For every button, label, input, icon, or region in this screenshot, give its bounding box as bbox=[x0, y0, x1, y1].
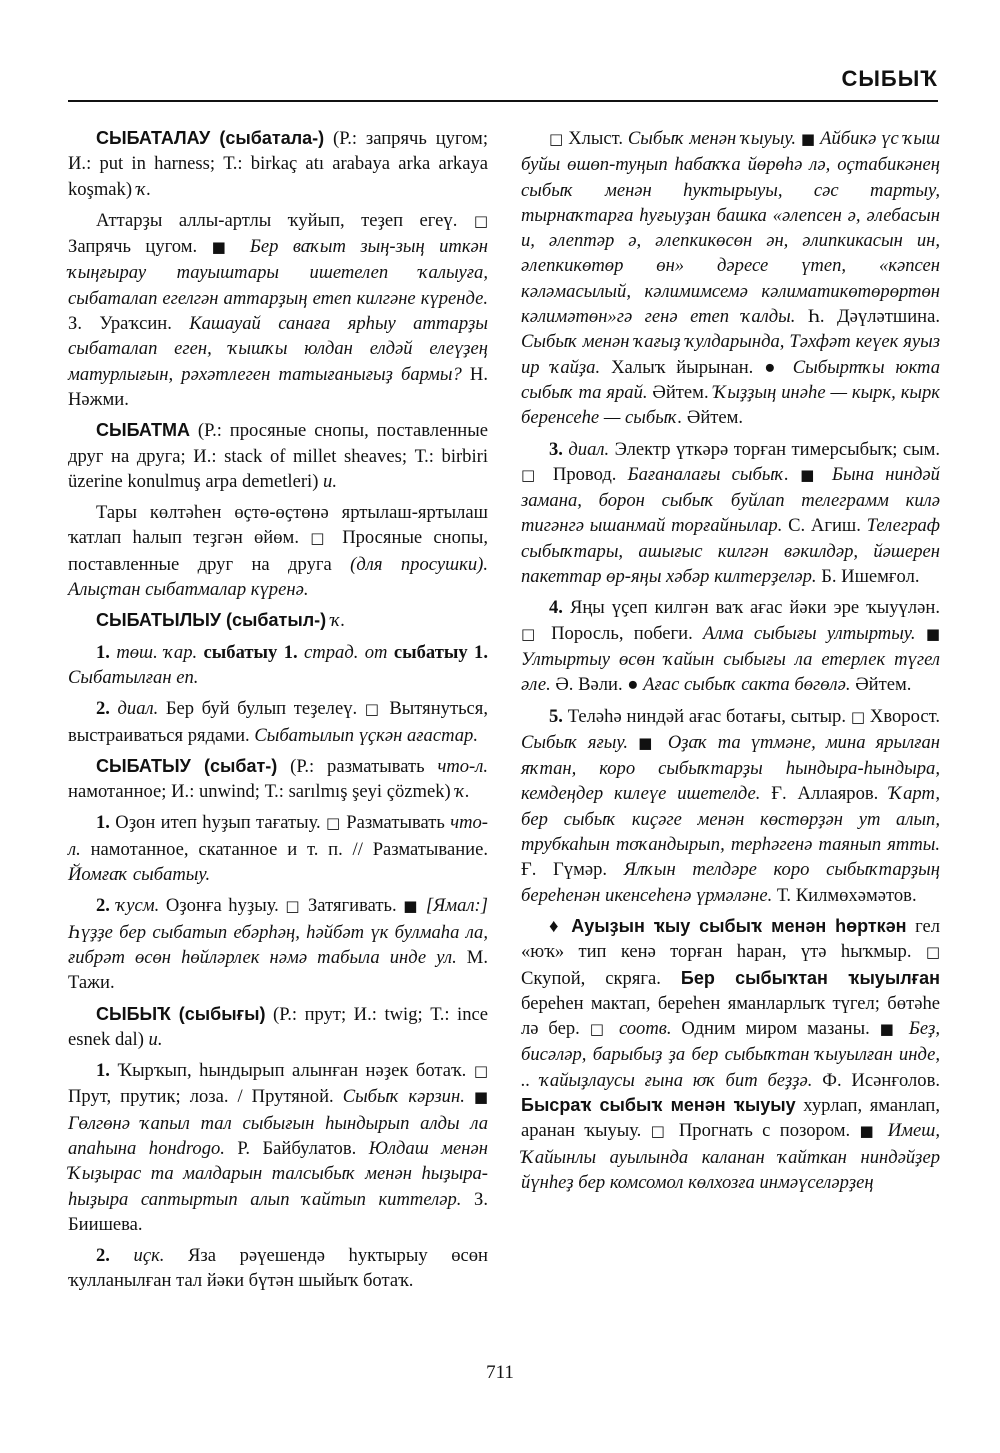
sense: 3. диал. Электр үткәрә торған тимерсыбыҡ; сым. □ Провод. Бағаналағы сыбыҡ. ■ Бына ниндәй замана, борон сыбыҡ буйлап телеграмм килә тигәнгә ышанмай торғайнылар. С. Агиш. Телеграф сыбыҡтары, ашығыс килгән вәкилдәр, йәшерен пакеттар өр-яңы хәбәр килтерҙеләр. Б. Ишемғол. bbox=[521, 438, 940, 588]
headword: СЫБАТМА bbox=[96, 420, 190, 441]
black-square-icon: ■ bbox=[403, 897, 420, 916]
entry-sybyk: СЫБЫҠ (сыбығы) (Р.: прут; И.: twig; Т.: ince esnek dal) и. bbox=[68, 1003, 488, 1050]
square-icon: □ bbox=[285, 897, 302, 916]
square-icon: □ bbox=[326, 814, 341, 833]
page-header-title: СЫБЫҠ bbox=[841, 66, 938, 91]
black-square-icon: ■ bbox=[800, 130, 816, 148]
left-column bbox=[68, 126, 488, 1300]
headword: СЫБАТАЛАУ (сыбатала-) bbox=[96, 128, 325, 148]
sense: 4. Яңы үҫеп килгән ваҡ ағас йәки эре ҡыуүлән. □ Поросль, побеги. Алма сыбығы ултыртыу. ■ Ултыртыу өсөн ҡайын сыбығы ла етерлек түгел әле. Ә. Вәли. ● Ағас сыбыҡ сакта бөгөлә. Әйтем. bbox=[521, 597, 940, 696]
sense: 2. диал. Бер буй булып теҙелеү. □ Вытянуться, выстраиваться рядами. Сыбатылып үҫкән ағастар. bbox=[68, 698, 489, 746]
square-icon: □ bbox=[925, 943, 940, 962]
bullet-icon: ● bbox=[627, 674, 639, 696]
square-icon: □ bbox=[521, 465, 542, 484]
square-icon: □ bbox=[310, 529, 331, 548]
sense: 1. Ҡырҡып, һындырып алынған нәҙек ботаҡ. □ Прут, прутик; лоза. / Прутяной. Сыбыҡ кәрзин. ■ Гөлгөнә ҡапыл тал сыбығын һындырып алды ла апаһына һонdrogo. Р. Байбулатов. Юлдаш менән Ҡыҙырас та малдарын талсыбыҡ менән һыҙыра-һыҙыра саптыртып алып ҡайтып киттеләр. З. Биишева. bbox=[68, 1060, 489, 1235]
headword: СЫБЫҠ (сыбығы) bbox=[96, 1003, 266, 1024]
sense: 2. ҡусм. Оҙонға һуҙыу. □ Затягивать. ■ [Ямал:] Һүҙҙе бер сыбатып ебәрһәң, һәйбәт үк булмаһа ла, ғибрәт өсөн һөйләрлек нәмә табыла инде ул. М. Тажи. bbox=[68, 895, 488, 994]
black-square-icon: ■ bbox=[859, 1122, 879, 1141]
sense: 1. Оҙон итеп һуҙып тағатыу. □ Разматывать что-л. намотанное, скатанное и т. п. // Разматывание. Йомғаҡ сыбатыу. bbox=[68, 812, 488, 886]
square-icon: □ bbox=[521, 624, 541, 643]
square-icon: □ bbox=[473, 211, 488, 230]
entry-sybatyu: СЫБАТЫУ (сыбат-) (Р.: разматывать что-л. намотанное; И.: unwind; Т.: sarılmış şeyi çözmek) ҡ. bbox=[68, 755, 488, 803]
square-icon: □ bbox=[850, 707, 866, 726]
black-square-icon: ■ bbox=[925, 624, 940, 643]
square-icon: □ bbox=[650, 1122, 670, 1141]
entry-sybatma: СЫБАТМА (Р.: просяные снопы, поставленные друг на друга; И.: stack of millet sheaves; Т.: birbiri üzerine konulmuş arpa demetleri) и. bbox=[68, 420, 488, 492]
definition: Тары көлтәһен өҫтө-өҫтөнә яртылаш-яртылаш ҡатлап һалып теҙгән өйөм. □ Просяные снопы, поставленные друг на друга (для просушки). Алыҫтан сыбатмалар күренә. bbox=[68, 502, 489, 601]
black-square-icon: ■ bbox=[211, 238, 236, 257]
black-square-icon: ■ bbox=[473, 1088, 489, 1107]
page-number: 711 bbox=[486, 1362, 514, 1383]
sense: 5. Теләһә ниндәй ағас ботағы, сытыр. □ Хворост. Сыбыҡ яғыу. ■ Оҙаҡ та үтмәне, мина ярылған яҡтан, коро сыбыҡтарҙы һындыра-һындыра, кемдеңдер килеүе ишетелде. Ғ. Аллаяров. Ҡарт, бер сыбыҡ киҫәге менән көстөрҙән ут алып, трубкаһын тоҡандырып, терһәгенә таянып ятты. Ғ. Гүмәр. Ялҡын телдәре коро сыбыҡтарҙың береһенән икенсеһенә үрмәләне. Т. Килмөхәмәтов. bbox=[521, 705, 940, 906]
black-square-icon: ■ bbox=[800, 465, 821, 484]
right-column bbox=[521, 126, 940, 1201]
sense: 1. төш. ҡар. сыбатыу 1. страд. от сыбатыу 1. Сыбатылған еп. bbox=[68, 641, 488, 688]
entry-sybatalau: СЫБАТАЛАУ (сыбатала-) (Р.: запрячь цугом; И.: put in harness; Т.: birkaç atı arabaya arka arkaya koşmak) ҡ. bbox=[68, 128, 488, 200]
black-square-icon: ■ bbox=[638, 733, 658, 752]
sense: 2. иҫк. Яза рәүешендә һуктырыу өсөн ҡулланылған тал йәки бүтән шыйыҡ ботаҡ. bbox=[68, 1245, 488, 1292]
headword: СЫБАТЫЛЫУ (сыбатыл-) bbox=[96, 610, 327, 631]
headword: СЫБАТЫУ (сыбат-) bbox=[96, 755, 278, 776]
phraseology: ♦ Ауыҙын ҡыу сыбыҡ менән һөрткән гел «юҡ» тип кенә торған һаран, үтә һыҡмыр. □ Скупой, скряга. Бер сыбыҡтан ҡыуылған береһен мактап, береһен яманларлыҡ түгел; бөтәһе лә бер. □ соотв. Одним миром мазаны. ■ Беҙ, бисәләр, барыбыҙ ҙа бер сыбыҡтан ҡыуылған инде, .. ҡайыҙлаусы ғына юҡ бит беҙҙә. Ф. Исәнғолов. Бысраҡ сыбыҡ менән ҡыуыу хурлап, яманлап, аранан ҡыуыу. □ Прогнать с позором. ■ Имеш, Ҡайынлы ауылында каланан ҡайткан ниндәйҙер йүнһеҙ бер комсомол көлхозға инмәүселәрҙең bbox=[521, 915, 941, 1193]
black-square-icon: ■ bbox=[879, 1020, 899, 1039]
header-rule bbox=[68, 100, 938, 102]
square-icon: □ bbox=[473, 1062, 488, 1081]
square-icon: □ bbox=[549, 130, 564, 148]
entry-sybatylyu: СЫБАТЫЛЫУ (сыбатыл-) ҡ. bbox=[96, 610, 346, 632]
square-icon: □ bbox=[364, 700, 382, 719]
diamond-icon: ♦ bbox=[549, 915, 563, 937]
square-icon: □ bbox=[589, 1020, 610, 1039]
bullet-icon: ● bbox=[764, 356, 782, 378]
definition: Аттарҙы аллы-артлы ҡуйып, теҙеп егеү. □ Запрячь цугом. ■ Бер ваҡыт зың-зың иткән ҡыңғырау тауыштары ишетелеп ҡалыуға, сыбаталап егелгән аттарҙың етеп килгәне күренде. З. Ураҡсин. Кашауай санаға ярһыу аттарҙы сыбаталап еген, ҡышҡы юлдан елдәй елеүҙең матурлығын, рәхәтлеген татығанығыҙ бармы? Н. Нәжми. bbox=[68, 209, 489, 410]
sense-continued: □ Хлыст. Сыбыҡ менән ҡыуыу. ■ Айбикә үс ҡыш буйы өшөп-туңып һабаҡҡа йөрөһә лә, оҫтабикәнең сыбыҡ менән һуктырыуы, сәс тартыу, тырнаҡтарға һуғыуҙан башка «әлепсен ә, әлебасын и, әлептәр ә, әлепкикөсөн ән, әлипкикасын ин, әлепкикөтөр өн» дәресе үтеп, «кәпсен кәләмасылый, кәлимимсемә кәлиматикөтөрөртөн кәлимәтөн»гә генә етеп ҡалды. Һ. Дәүләтшина. Сыбыҡ менән ҡағыҙ ҡулдарында, Тәхфәт кеүек яуыз ир ҡайҙа. Халыҡ йырынан. ● Сыбыртҡы юкта сыбыҡ та ярай. Әйтем. Ҡыҙҙың инәһе — кырк, кырк беренсеһе — сыбыҡ. Әйтем. bbox=[521, 128, 941, 429]
